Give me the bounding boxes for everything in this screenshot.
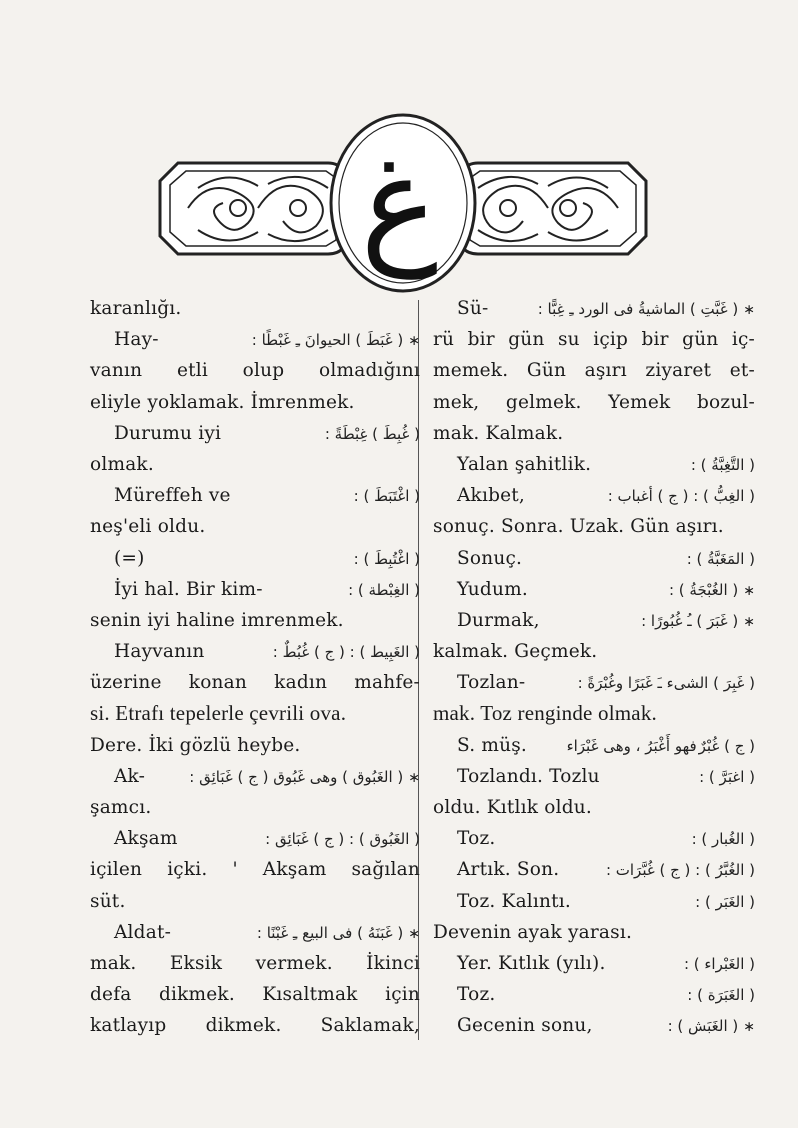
dictionary-entry [433, 574, 755, 605]
root-star-icon: ∗ [743, 1019, 755, 1036]
dictionary-entry [433, 449, 755, 480]
entry-headword: ( الغَبْراء ) : [683, 954, 755, 973]
root-star-icon: ∗ [408, 769, 420, 786]
entry-headword: ( غَبَطَ ) الحيوانَ ـِ غَبْطًا : [251, 331, 404, 350]
dictionary-entry [433, 761, 755, 792]
line-text: senin iyi haline imrenmek. [90, 609, 344, 631]
entry-headword-group [687, 980, 755, 1011]
line-text: karanlığı. [90, 298, 182, 319]
line-text: rü bir gün su içip bir gün iç- [433, 329, 755, 351]
entry-headword: ( الغِبْطة ) : [348, 580, 420, 599]
dictionary-entry [90, 761, 420, 792]
line-text: Devenin ayak yarası. [433, 921, 633, 943]
entry-headword: ( غُبِطَ ) غِبْطَةً : [324, 424, 420, 443]
line-text: üzerine konan kadın mahfe- [90, 672, 420, 694]
entry-headword: ( الغَبُوق ) وهى غَبُوق ( ج ) غَبَائِق : [189, 767, 404, 786]
entry-headword-group [669, 575, 755, 607]
line-text: içilen içki. ' Akşam sağılan [90, 859, 420, 881]
text-line [90, 886, 420, 917]
entry-headword: ( اغْتَبَطَ ) : [353, 487, 420, 506]
text-line [433, 355, 755, 386]
entry-headword: ( غَبِرَ ) الشىء ـَ غَبَرًا وغُبْرَةً : [577, 674, 755, 693]
text-line [90, 792, 420, 823]
entry-headword-group [578, 668, 755, 699]
entry-translation: Durumu iyi [114, 422, 222, 444]
entry-translation: Sonuç. [457, 547, 523, 569]
dictionary-entry [433, 730, 755, 761]
entry-headword: ( غَبَرَ ) ـُ غُبُورًا : [641, 611, 739, 630]
root-star-icon: ∗ [743, 302, 755, 318]
dictionary-entry [90, 418, 420, 449]
line-text: sonuç. Sonra. Uzak. Gün aşırı. [433, 516, 724, 538]
line-text: vanın etli olup olmadığını [90, 360, 420, 382]
entry-headword-group [691, 450, 755, 481]
line-text: kalmak. Geçmek. [433, 641, 598, 663]
dictionary-entry [433, 605, 755, 636]
line-text: oldu. Kıtlık oldu. [433, 797, 592, 818]
text-line [433, 324, 755, 355]
text-line [433, 698, 755, 729]
right-column [433, 293, 755, 1042]
entry-headword-group [699, 762, 755, 793]
entry-translation: Durmak, [457, 609, 540, 631]
entry-headword: ( الغَبَرَة ) : [687, 986, 755, 1005]
entry-translation: Yudum. [457, 578, 528, 600]
text-line [90, 387, 420, 418]
text-line [90, 355, 420, 386]
entry-headword: ( غَبَّتِ ) الماشيةُ فى الورد ـِ غِبًّا : [537, 300, 739, 318]
dictionary-entry [433, 948, 755, 979]
entry-translation: Sü- [457, 298, 489, 319]
entry-translation: Artık. Son. [457, 859, 560, 881]
entry-headword-group [189, 762, 420, 794]
line-text: si. Etrafı tepelerle çevrili ova. [90, 701, 347, 726]
text-line [90, 511, 420, 542]
entry-headword: ( الغُبْجَةُ ) : [668, 580, 739, 599]
entry-headword-group [684, 949, 755, 980]
entry-translation: İyi hal. Bir kim- [114, 578, 263, 600]
text-line [90, 293, 420, 324]
entry-headword-group [252, 325, 420, 357]
entry-headword: ( الغَبَش ) : [667, 1017, 739, 1036]
entry-translation: Toz. Kalıntı. [457, 890, 571, 912]
entry-headword-group [348, 575, 420, 606]
section-letter: غ [360, 127, 438, 279]
text-line [90, 948, 420, 979]
text-line [433, 636, 755, 667]
entry-translation: Akıbet, [457, 485, 525, 507]
entry-translation: Yalan şahitlik. [457, 453, 592, 475]
entry-translation: (=) [114, 547, 145, 569]
text-line [433, 387, 755, 418]
line-text: mak. Kalmak. [433, 422, 564, 444]
line-text: katlayıp dikmek. Saklamak, [90, 1015, 420, 1037]
entry-headword: ( المَغَبَّةُ ) : [686, 549, 755, 568]
text-line [90, 730, 420, 761]
dictionary-entry [90, 636, 420, 667]
text-line [433, 418, 755, 449]
text-line [90, 667, 420, 698]
entry-headword: ( الغَبَر ) : [695, 892, 755, 911]
entry-headword-group [687, 544, 755, 575]
entry-headword: ( الغِبُّ ) : ( ج ) أغباب : [607, 487, 755, 506]
entry-headword: ( اغْتُبِطَ ) : [353, 549, 420, 568]
entry-translation: Müreffeh ve [114, 485, 231, 507]
entry-headword-group [273, 637, 420, 668]
line-text: mak. Toz renginde olmak. [433, 701, 657, 726]
text-line [90, 854, 420, 885]
dictionary-entry [433, 667, 755, 698]
entry-headword: ( الغَبُوق ) : ( ج ) غَبَائِق : [265, 830, 420, 849]
entry-headword-group [538, 294, 755, 326]
dictionary-entry [433, 823, 755, 854]
entry-translation: Tozlan- [457, 672, 526, 694]
line-text: neş'eli oldu. [90, 516, 206, 538]
dictionary-entry [90, 574, 420, 605]
dictionary-entry [90, 823, 420, 854]
entry-headword-group [608, 481, 755, 512]
dictionary-entry [90, 480, 420, 511]
text-line [90, 698, 420, 729]
entry-headword-group [354, 481, 420, 512]
line-text: mak. Eksik vermek. İkinci [90, 952, 420, 974]
entry-headword: ( الغُبَّرُ ) : ( ج ) غُبَّرَات : [605, 861, 755, 880]
header-ornament [138, 108, 668, 298]
text-line [433, 792, 755, 823]
dictionary-entry [90, 917, 420, 948]
entry-translation: Toz. [457, 828, 496, 850]
root-star-icon: ∗ [743, 582, 755, 599]
entry-headword: ( الغُبار ) : [691, 830, 755, 849]
entry-translation: Hay- [114, 329, 159, 351]
text-line [90, 1010, 420, 1041]
entry-headword-group [668, 1011, 755, 1043]
entry-headword-group [354, 544, 420, 575]
dictionary-entry [433, 1010, 755, 1041]
entry-translation: Aldat- [114, 921, 172, 943]
line-text: defa dikmek. Kısaltmak için [90, 984, 420, 1006]
dictionary-entry [433, 543, 755, 574]
text-line [433, 511, 755, 542]
dictionary-entry [433, 293, 755, 324]
line-text: şamcı. [90, 797, 152, 818]
entry-headword: ( الغَبِيط ) : ( ج ) غُبُطٌ : [272, 643, 420, 662]
line-text: eliyle yoklamak. İmrenmek. [90, 391, 355, 413]
dictionary-entry [433, 854, 755, 885]
entry-headword-group [265, 824, 420, 855]
line-text: mek, gelmek. Yemek bozul- [433, 391, 755, 413]
entry-translation: Hayvanın [114, 641, 205, 663]
root-star-icon: ∗ [408, 925, 420, 942]
text-line [90, 605, 420, 636]
entry-translation: Ak- [114, 765, 146, 787]
text-line [90, 979, 420, 1010]
entry-headword-group [567, 731, 755, 762]
text-line [433, 917, 755, 948]
entry-translation: S. müş. [457, 734, 528, 756]
text-line [90, 449, 420, 480]
entry-translation: Gecenin sonu, [457, 1015, 593, 1037]
line-text: olmak. [90, 453, 154, 475]
dictionary-entry [90, 543, 420, 574]
dictionary-entry [433, 480, 755, 511]
entry-translation: Yer. Kıtlık (yılı). [457, 952, 606, 974]
entry-headword-extra: فهو أَغْبَرُ ، وهى غَبْرَاء [566, 736, 697, 755]
entry-headword: ( غَبَنَهُ ) فى البيع ـِ غَبْنًا : [256, 923, 404, 942]
entry-translation: Akşam [114, 828, 178, 850]
entry-headword-group [325, 419, 420, 450]
entry-headword-group [692, 824, 755, 855]
dictionary-entry [433, 886, 755, 917]
line-text: süt. [90, 890, 126, 912]
entry-headword-group [606, 855, 755, 886]
dictionary-entry [433, 979, 755, 1010]
line-text: Dere. İki gözlü heybe. [90, 734, 301, 756]
root-star-icon: ∗ [743, 613, 755, 630]
root-star-icon: ∗ [408, 333, 420, 350]
entry-headword: ( التَّغِبَّةُ ) : [690, 455, 755, 474]
entry-headword: ( اغبَرَّ ) : [699, 767, 755, 786]
dictionary-entry [90, 324, 420, 355]
entry-headword-group [257, 918, 420, 950]
entry-headword-group [695, 887, 755, 918]
line-text: memek. Gün aşırı ziyaret et- [433, 360, 755, 382]
entry-headword: ( ج ) غُبْرٌ [698, 736, 755, 755]
entry-headword-group [641, 606, 755, 638]
entry-translation: Toz. [457, 984, 496, 1006]
entry-translation: Tozlandı. Tozlu [457, 765, 600, 787]
left-column [90, 293, 420, 1042]
